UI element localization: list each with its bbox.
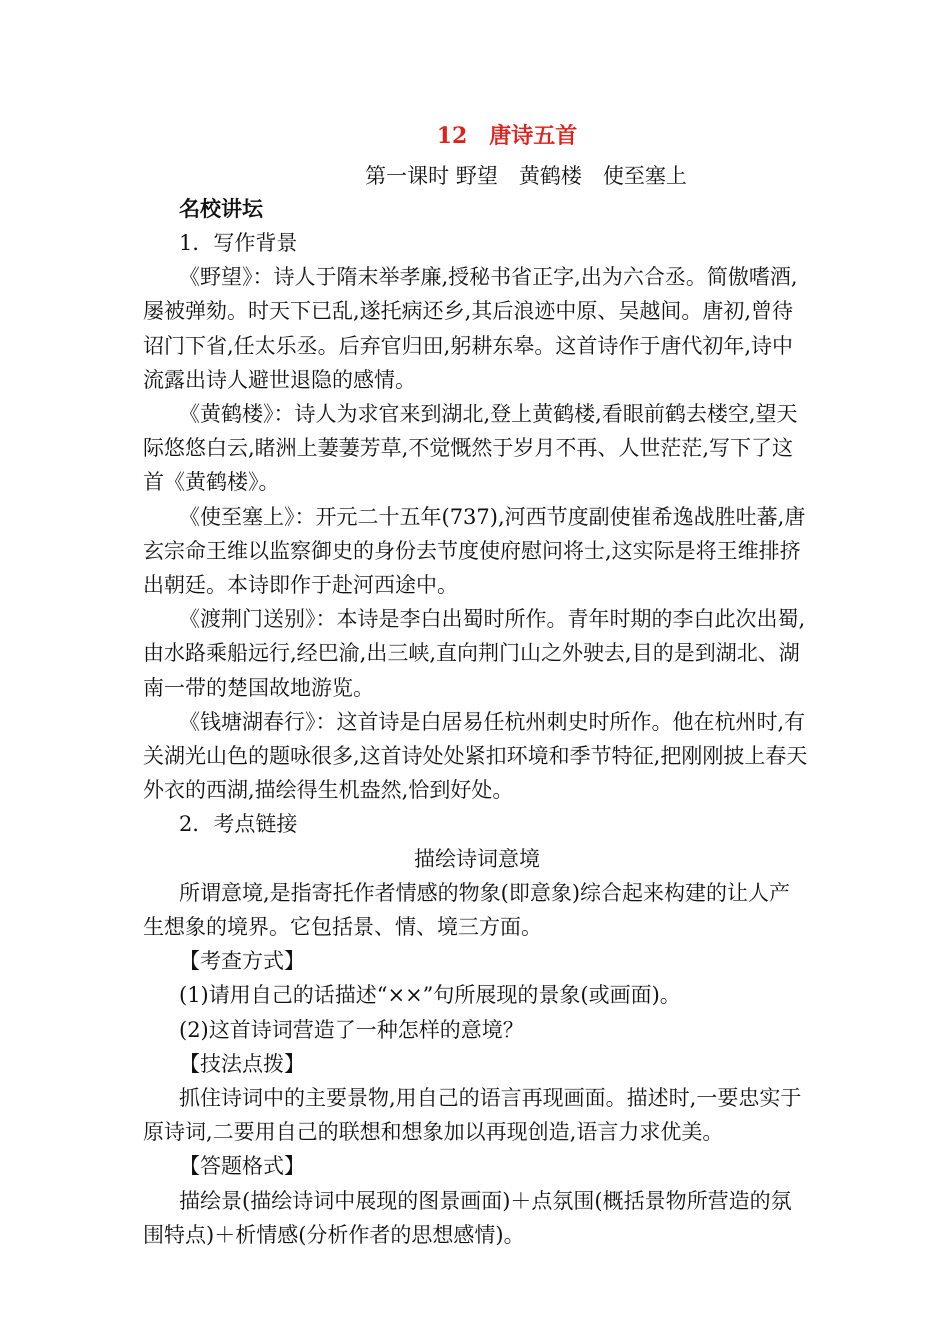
technique-label: 【技法点拨】 [179, 1051, 305, 1076]
document-content [143, 112, 811, 1252]
exam-method-item: (1)请用自己的话描述“××”句所展现的景象(或画面)。 [179, 983, 681, 1008]
lesson-title: 12 唐诗五首 [436, 123, 578, 149]
topic-title: 描绘诗词意境 [414, 846, 540, 871]
format-text: 描绘景(描绘诗词中展现的图景画面)＋点氛围(概括景物所营造的氛围特点)＋析情感(分析作者的思想感情)。 [143, 1188, 792, 1247]
lesson-subtitle: 第一课时 野望 黄鹤楼 使至塞上 [365, 164, 687, 188]
part1-title: 1．写作背景 [179, 231, 298, 255]
technique-text: 抓住诗词中的主要景物,用自己的语言再现画面。描述时,一要忠实于原诗词,二要用自己的联想和想象加以再现创造,语言力求优美。 [143, 1086, 802, 1145]
section-heading: 名校讲坛 [179, 196, 263, 221]
exam-method-label: 【考查方式】 [179, 949, 305, 974]
background-paragraph: 《黄鹤楼》：诗人为求官来到湖北,登上黄鹤楼,看眼前鹤去楼空,望天际悠悠白云,睹洲上萋萋芳草,不觉慨然于岁月不再、人世茫茫,写下了这首《黄鹤楼》。 [143, 402, 798, 495]
background-paragraph: 《使至塞上》：开元二十五年(737),河西节度副使崔希逸战胜吐蕃,唐玄宗命王维以监察御史的身份去节度使府慰问将士,这实际是将王维排挤出朝廷。本诗即作于赴河西途中。 [143, 504, 806, 598]
exam-method-item: (2)这首诗词营造了一种怎样的意境？ [179, 1017, 524, 1042]
background-paragraph: 《渡荆门送别》：本诗是李白出蜀时所作。青年时期的李白此次出蜀,由水路乘船远行,经巴渝,出三峡,直向荆门山之外驶去,目的是到湖北、湖南一带的楚国故地游览。 [143, 607, 806, 700]
part2-title: 2．考点链接 [179, 812, 298, 837]
topic-intro: 所谓意境,是指寄托作者情感的物象(即意象)综合起来构建的让人产生想象的境界。它包括景、情、境三方面。 [143, 880, 791, 940]
background-paragraph: 《野望》：诗人于隋末举孝廉,授秘书省正字,出为六合丞。简傲嗜酒,屡被弹劾。时天下已乱,遂托病还乡,其后浪迹中原、吴越间。唐初,曾待诏门下省,任太乐丞。后弃官归田,躬耕东皋。这首诗作于唐代初年,诗中流露出诗人避世退隐的感情。 [143, 265, 798, 392]
background-paragraph: 《钱塘湖春行》：这首诗是白居易任杭州刺史时所作。他在杭州时,有关湖光山色的题咏很多,这首诗处处紧扣环境和季节特征,把刚刚披上春天外衣的西湖,描绘得生机盎然,恰到好处。 [143, 709, 808, 803]
format-label: 【答题格式】 [179, 1154, 305, 1179]
